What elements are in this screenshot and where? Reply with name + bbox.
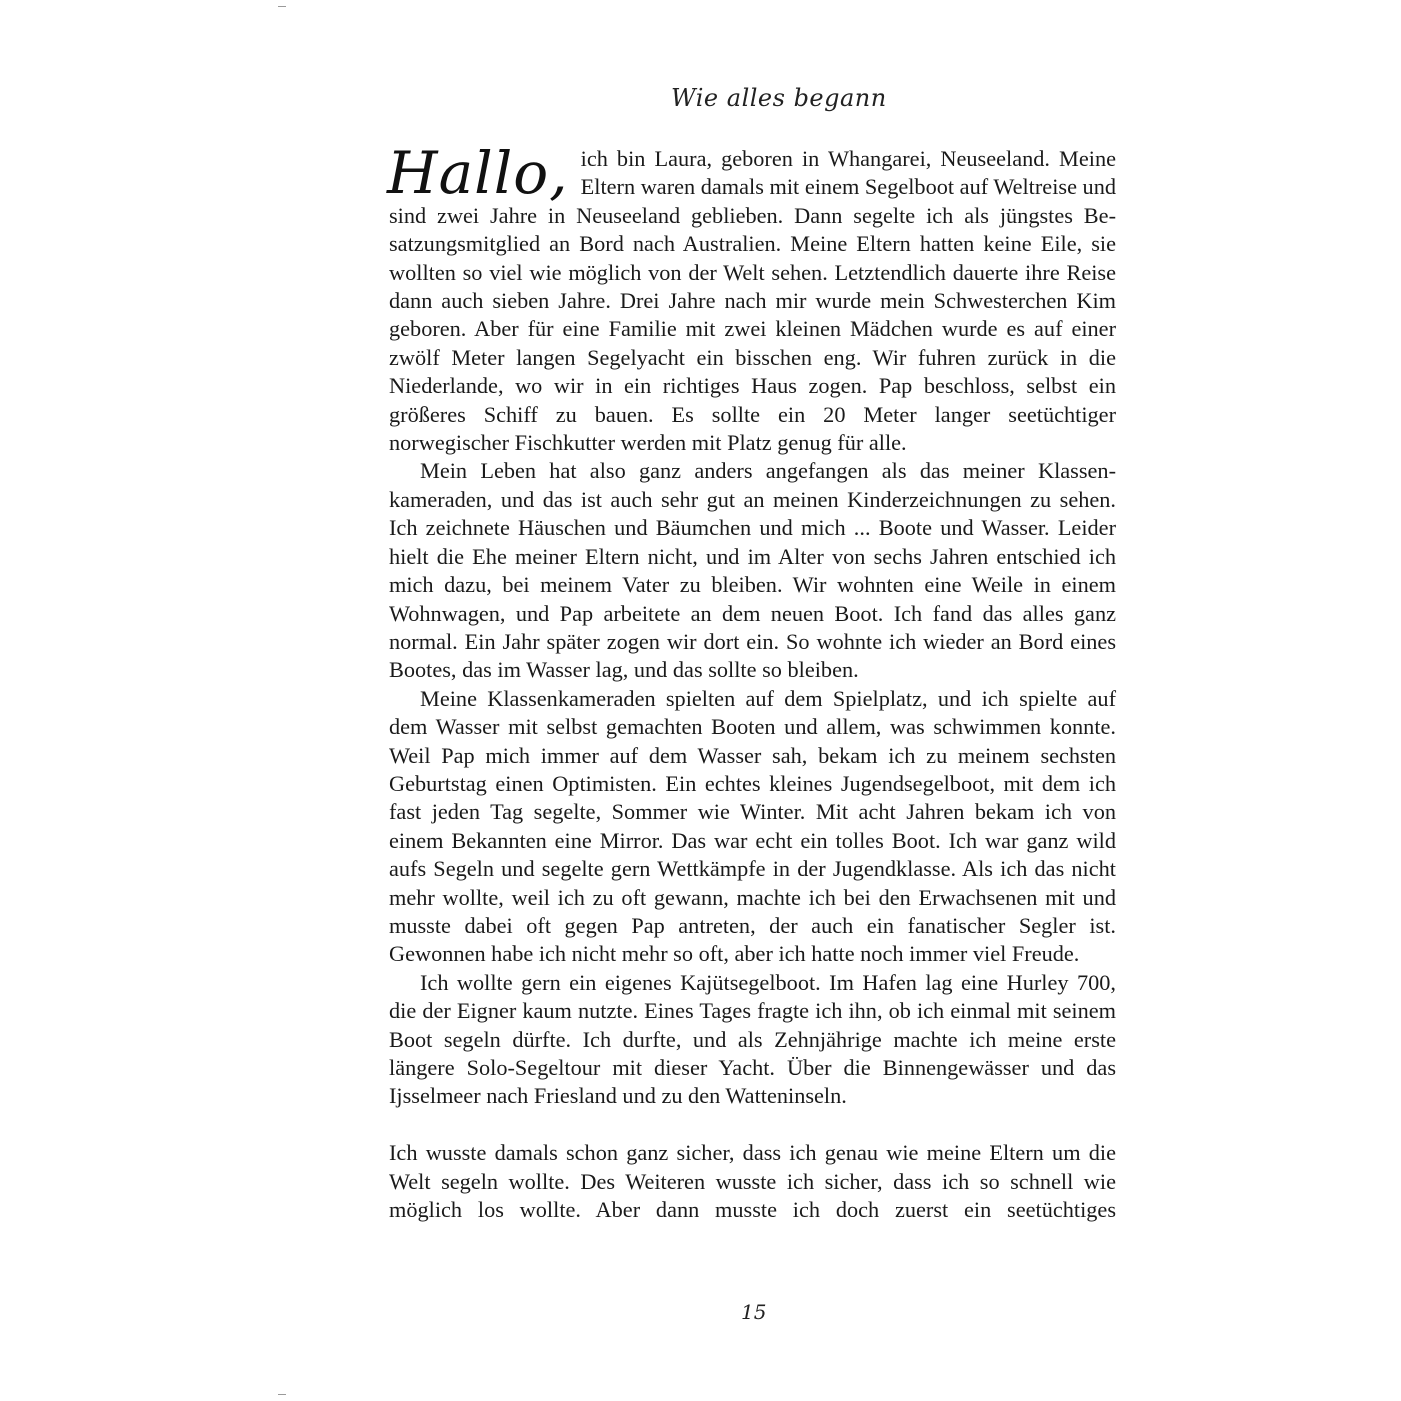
drop-word: Hallo, [387, 139, 569, 207]
paragraph-3: Meine Klassenkameraden spielten auf dem Spielplatz, und ich spielte auf dem Wasser mit selbst gemachten Booten und allem, was schwimmen konnte. Weil Pap mich immer auf dem Wasser sah, bekam ich zu meinem sechsten Geburtstag einen Optimisten. Ein echtes kleines Jugendsegelboot, mit dem ich fast jeden Tag segelte, Sommer wie Winter. Mit acht Jahren bekam ich von einem Bekannten eine Mirror. Das war echt ein tolles Boot. Ich war ganz wild aufs Segeln und segelte gern Wettkämpfe in der Jugendklasse. Als ich das nicht mehr wollte, weil ich zu oft gewann, machte ich bei den Erwachsenen mit und musste dabei oft gegen Pap antreten, der auch ein fanatischer Segler ist. Gewonnen habe ich nicht mehr so oft, aber ich hatte noch immer viel Freude. [389, 685, 1116, 967]
crop-mark-top [278, 6, 286, 7]
running-head: Wie alles begann [671, 84, 887, 112]
paragraph-1-text: ich bin Laura, geboren in Whangarei, Neuseeland. Meine Eltern waren damals mit einem Segelboot auf Weltreise und sind zwei Jahre in Neuseeland geblieben. Dann segelte ich als jüngstes Besatzungsmitglied an Bord nach Australien. Meine Eltern hatten keine Eile, sie wollten so viel wie möglich von der Welt sehen. Letztendlich dauerte ihre Reise dann auch sieben Jahre. Drei Jahre nach mir wurde mein Schwesterchen Kim geboren. Aber für eine Familie mit zwei kleinen Mädchen wurde es auf einer zwölf Meter langen Segelyacht ein bisschen eng. Wir fuhren zurück in die Niederlande, wo wir in ein richtiges Haus zogen. Pap beschloss, selbst ein größeres Schiff zu bauen. Es sollte ein 20 Meter langer seetüchtiger norwegischer Fischkutter werden mit Platz genug für alle. [389, 146, 1116, 456]
paragraph-5: Ich wusste damals schon ganz sicher, dass ich genau wie meine Eltern um die Welt segeln wollte. Des Weiteren wusste ich sicher, dass ich so schnell wie möglich los wollte. Aber dann musste ich doch zuerst ein seetüchtiges [389, 1140, 1116, 1223]
paragraph-1 [387, 139, 1116, 457]
paragraph-2: Mein Leben hat also ganz anders angefangen als das meiner Klassenkameraden, und das ist auch sehr gut an meinen Kinderzeichnungen zu sehen. Ich zeichnete Häuschen und Bäumchen und mich ... Boote und Wasser. Leider hielt die Ehe meiner Eltern nicht, und im Alter von sechs Jahren entschied ich mich dazu, bei meinem Vater zu bleiben. Wir wohnten eine Weile in einem Wohnwagen, und Pap arbeitete an dem neuen Boot. Ich fand das alles ganz normal. Ein Jahr später zogen wir dort ein. So wohnte ich wieder an Bord eines Bootes, das im Wasser lag, und das sollte so bleiben. [389, 458, 1116, 683]
paragraph-4: Ich wollte gern ein eigenes Kajütsegelboot. Im Hafen lag eine Hurley 700, die der Eigner kaum nutzte. Eines Tages fragte ich ihn, ob ich einmal mit seinem Boot segeln dürfte. Ich durfte, und als Zehnjährige machte ich meine erste längere Solo-Segeltour mit dieser Yacht. Über die Binnengewässer und das Ijsselmeer nach Friesland und zu den Watteninseln. [389, 969, 1116, 1109]
crop-mark-bottom [278, 1394, 286, 1395]
page-number: 15 [741, 1300, 767, 1324]
body-text [387, 139, 1116, 1224]
